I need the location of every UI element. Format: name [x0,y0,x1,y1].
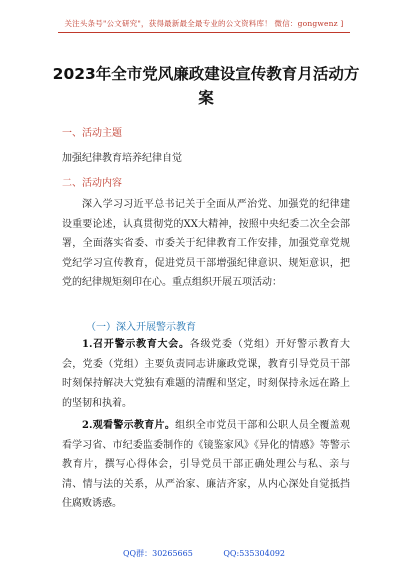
document-title: 2023年全市党风廉政建设宣传教育月活动方案 [52,65,360,107]
section-1-body: 加强纪律教育培养纪律自觉 [62,153,182,164]
item-2-body: 组织全市党员干部和公职人员全覆盖观看学习省、市纪委监委制作的《镜鉴家风》《异化的情感》等警示教育片，撰写心得体会，引导党员干部正确处理公与私、亲与清、情与法的关系，从严治家、廉洁齐家，从内心深处自觉抵挡住腐败诱惑。 [62,420,350,510]
item-1-lead: 1.召开警示教育大会。 [82,339,190,350]
item-1-paragraph [62,335,350,413]
subsection-1-heading: （一）深入开展警示教育 [86,322,196,333]
promo-banner: 关注头条号"公文研究"，获得最新最全最专业的公文资料库！ 微信：gongwenz ] [64,19,344,28]
section-2-heading: 二、活动内容 [62,178,122,189]
section-1-heading: 一、活动主题 [62,128,122,139]
item-1-body: 各级党委（党组）开好警示教育大会，党委（党组）主要负责同志讲廉政党课，教育引导党员干部时刻保持解决大党独有难题的清醒和坚定，时刻保持永远在路上的坚韧和执着。 [62,339,351,409]
intro-text: 深入学习习近平总书记关于全面从严治党、加强党的纪律建设重要论述，认真贯彻党的XX大精神，按照中央纪委二次全会部署，全面落实省委、市委关于纪律教育工作安排，加强党章党规党纪学习宣传教育，促进党员干部增强纪律意识、规矩意识，把党的纪律规矩刻印在心。重点组织开展五项活动： [62,199,350,289]
footer-qq-group: QQ群：30265665 [122,549,193,558]
section-2-intro [62,195,350,293]
item-2-paragraph [62,416,350,514]
item-2-lead: 2.观看警示教育片。 [82,420,176,431]
footer-contact [0,548,408,559]
banner-divider [58,32,350,33]
footer-qq: QQ:535304092 [223,549,285,558]
